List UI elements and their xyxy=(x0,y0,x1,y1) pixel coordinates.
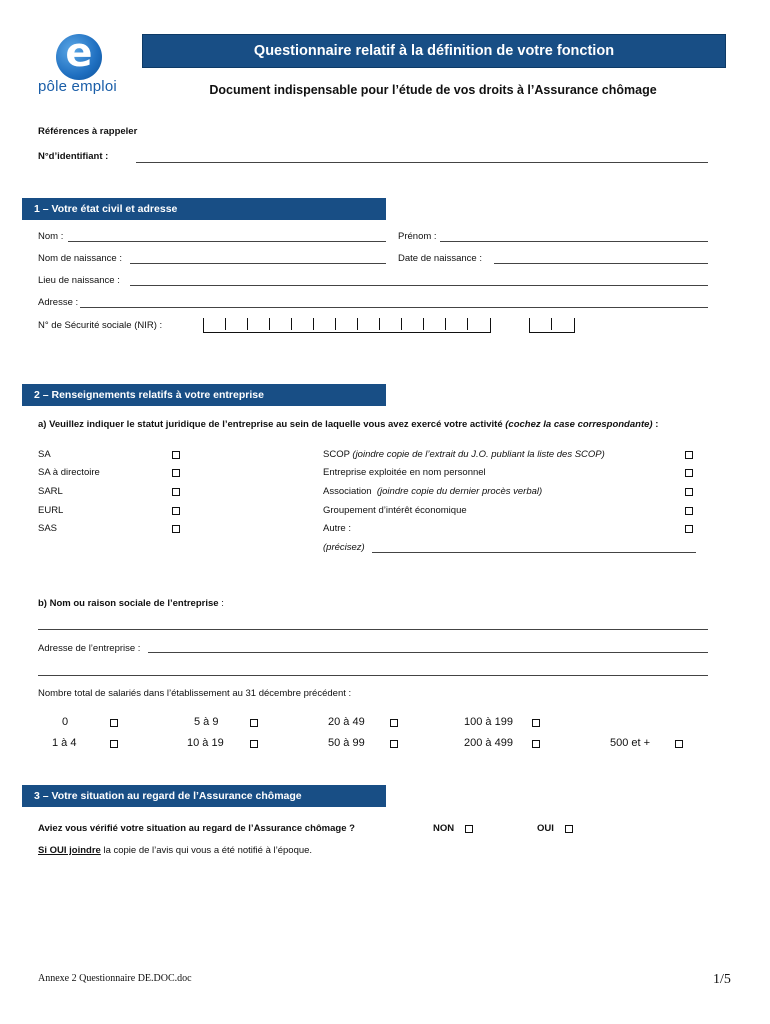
salaries-option-50-99: 50 à 99 xyxy=(328,737,365,749)
checkbox-sa[interactable] xyxy=(172,451,180,459)
salaries-option-500-plus: 500 et + xyxy=(610,737,651,749)
nom-field[interactable] xyxy=(68,241,386,242)
nir-separator xyxy=(247,318,248,330)
adresse-entreprise-label: Adresse de l’entreprise : xyxy=(38,643,141,654)
option-autre: Autre : xyxy=(323,523,351,534)
option-nom-personnel: Entreprise exploitée en nom personnel xyxy=(323,467,486,478)
checkbox-nom-personnel[interactable] xyxy=(685,469,693,477)
checkbox-sa-directoire[interactable] xyxy=(172,469,180,477)
section-1-header: 1 – Votre état civil et adresse xyxy=(22,198,386,220)
option-sa-directoire: SA à directoire xyxy=(38,467,100,478)
checkbox-sas[interactable] xyxy=(172,525,180,533)
secu-label: N° de Sécurité sociale (NIR) : xyxy=(38,320,163,331)
adresse-entreprise-field[interactable] xyxy=(148,652,708,653)
nir-separator xyxy=(423,318,424,330)
option-scop xyxy=(323,449,605,460)
checkbox-oui[interactable] xyxy=(565,825,573,833)
option-scop-label: SCOP xyxy=(323,449,350,460)
checkbox-salaries-20-49[interactable] xyxy=(390,719,398,727)
precisez-field[interactable] xyxy=(372,552,696,553)
salaries-option-10-19: 10 à 19 xyxy=(187,737,224,749)
option-sarl: SARL xyxy=(38,486,63,497)
question-a xyxy=(38,419,728,430)
nir-separator xyxy=(357,318,358,330)
checkbox-salaries-100-199[interactable] xyxy=(532,719,540,727)
nom-naissance-field[interactable] xyxy=(130,263,386,264)
checkbox-autre[interactable] xyxy=(685,525,693,533)
lieu-naissance-label: Lieu de naissance : xyxy=(38,275,120,286)
raison-sociale-field[interactable] xyxy=(38,629,708,630)
salaries-label: Nombre total de salariés dans l’établissement au 31 décembre précédent : xyxy=(38,688,352,699)
checkbox-salaries-500-plus[interactable] xyxy=(675,740,683,748)
identifiant-label: N°d’identifiant : xyxy=(38,151,109,162)
checkbox-gie[interactable] xyxy=(685,507,693,515)
nir-separator xyxy=(291,318,292,330)
nir-separator xyxy=(313,318,314,330)
nir-separator xyxy=(269,318,270,330)
checkbox-scop[interactable] xyxy=(685,451,693,459)
checkbox-salaries-0[interactable] xyxy=(110,719,118,727)
date-naissance-label: Date de naissance : xyxy=(398,253,482,264)
checkbox-salaries-10-19[interactable] xyxy=(250,740,258,748)
identifiant-field[interactable] xyxy=(136,162,708,163)
prenom-label: Prénom : xyxy=(398,231,437,242)
references-heading: Références à rappeler xyxy=(38,126,138,137)
adresse-entreprise-field-2[interactable] xyxy=(38,675,708,676)
si-oui-text: la copie de l’avis qui vous a été notifié à l’époque. xyxy=(103,845,313,856)
question-b-text: b) Nom ou raison sociale de l’entreprise xyxy=(38,598,219,609)
prenom-field[interactable] xyxy=(440,241,708,242)
nom-naissance-label: Nom de naissance : xyxy=(38,253,122,264)
si-oui-instruction xyxy=(38,845,312,856)
nir-separator xyxy=(467,318,468,330)
question-a-colon: : xyxy=(655,419,659,430)
salaries-option-100-199: 100 à 199 xyxy=(464,716,513,728)
section-3-header: 3 – Votre situation au regard de l’Assurance chômage xyxy=(22,785,386,807)
nir-separator xyxy=(445,318,446,330)
checkbox-salaries-1-4[interactable] xyxy=(110,740,118,748)
question-a-text: a) Veuillez indiquer le statut juridique de l’entreprise au sein de laquelle vous avez exercé votre activité xyxy=(38,419,503,430)
checkbox-salaries-50-99[interactable] xyxy=(390,740,398,748)
adresse-field[interactable] xyxy=(80,307,708,308)
nir-separator xyxy=(551,318,552,330)
checkbox-salaries-5-9[interactable] xyxy=(250,719,258,727)
checkbox-non[interactable] xyxy=(465,825,473,833)
lieu-naissance-field[interactable] xyxy=(130,285,708,286)
option-gie: Groupement d’intérêt économique xyxy=(323,505,467,516)
logo-text: pôle emploi xyxy=(38,78,117,95)
question-b xyxy=(38,598,224,609)
option-scop-note: (joindre copie de l’extrait du J.O. publiant la liste des SCOP) xyxy=(352,449,605,460)
option-association-label: Association xyxy=(323,486,372,497)
document-title: Questionnaire relatif à la définition de votre fonction xyxy=(142,34,726,68)
salaries-option-0: 0 xyxy=(62,716,69,728)
salaries-option-5-9: 5 à 9 xyxy=(194,716,219,728)
section-2-header: 2 – Renseignements relatifs à votre entreprise xyxy=(22,384,386,406)
salaries-option-200-499: 200 à 499 xyxy=(464,737,513,749)
page-number: 1/5 xyxy=(713,972,731,987)
salaries-option-20-49: 20 à 49 xyxy=(328,716,365,728)
assurance-question: Aviez vous vérifié votre situation au regard de l’Assurance chômage ? xyxy=(38,823,355,834)
oui-label: OUI xyxy=(537,823,554,834)
logo-letter: e xyxy=(65,30,93,76)
checkbox-association[interactable] xyxy=(685,488,693,496)
option-sas: SAS xyxy=(38,523,58,534)
checkbox-sarl[interactable] xyxy=(172,488,180,496)
question-a-hint: (cochez la case correspondante) xyxy=(505,419,653,430)
checkbox-salaries-200-499[interactable] xyxy=(532,740,540,748)
nir-key-field[interactable] xyxy=(529,318,575,333)
nir-separator xyxy=(335,318,336,330)
option-sa: SA xyxy=(38,449,51,460)
nir-separator xyxy=(401,318,402,330)
option-eurl: EURL xyxy=(38,505,64,516)
nir-separator xyxy=(379,318,380,330)
option-association xyxy=(323,486,542,497)
date-naissance-field[interactable] xyxy=(494,263,708,264)
document-subtitle: Document indispensable pour l’étude de vos droits à l’Assurance chômage xyxy=(209,83,657,97)
checkbox-eurl[interactable] xyxy=(172,507,180,515)
footer-filename: Annexe 2 Questionnaire DE.DOC.doc xyxy=(38,973,192,984)
salaries-option-1-4: 1 à 4 xyxy=(52,737,77,749)
si-oui-emphasis: Si OUI joindre xyxy=(38,845,101,856)
precisez-label: (précisez) xyxy=(323,542,365,553)
non-label: NON xyxy=(433,823,455,834)
option-association-note: (joindre copie du dernier procès verbal) xyxy=(376,486,543,497)
question-b-colon: : xyxy=(221,598,224,609)
nir-separator xyxy=(225,318,226,330)
nom-label: Nom : xyxy=(38,231,64,242)
adresse-label: Adresse : xyxy=(38,297,79,308)
